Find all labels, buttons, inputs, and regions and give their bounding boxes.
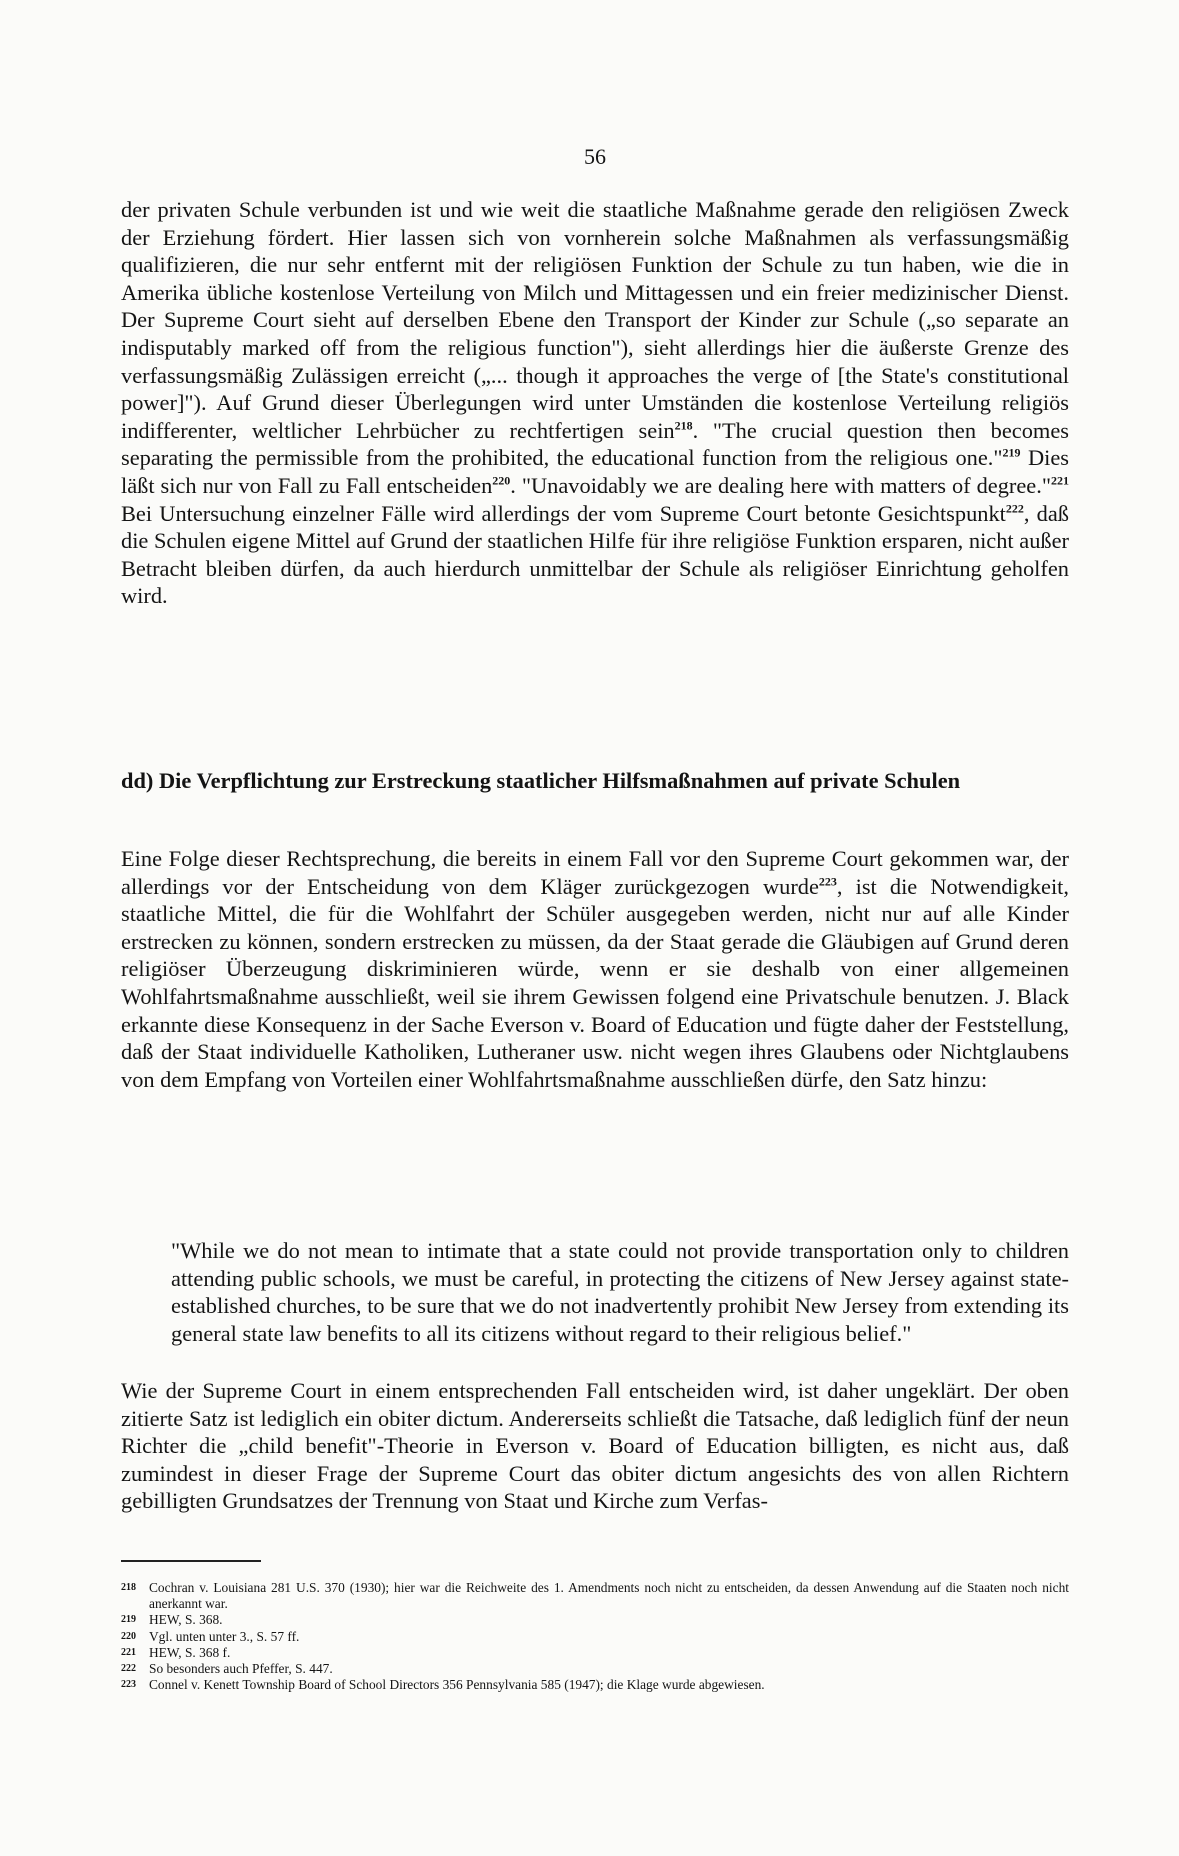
footnotes (121, 1580, 1069, 1693)
footnote: 219 HEW, S. 368. (121, 1612, 223, 1628)
footnote: 221 HEW, S. 368 f. (121, 1644, 231, 1660)
footnote-ref-223[interactable]: 223 (818, 874, 837, 889)
footnote: 222 So besonders auch Pfeffer, S. 447. (121, 1661, 333, 1677)
footnote: 223 Connel v. Kenett Township Board of School Directors 356 Pennsylvania 585 (1947); die Klage wurde abgewiesen. (121, 1677, 765, 1693)
footnote: 220 Vgl. unten unter 3., S. 57 ff. (121, 1628, 300, 1644)
footnote-ref-221[interactable]: 221 (1050, 473, 1069, 488)
section-heading: dd) Die Verpflichtung zur Erstreckung staatlicher Hilfsmaßnahmen auf private Schulen (121, 768, 961, 793)
footnote-divider (121, 1560, 261, 1562)
footnote-ref-222[interactable]: 222 (1005, 501, 1024, 516)
block-quote: "While we do not mean to intimate that a state could not provide transportation only to children attending public schools, we must be careful, in protecting the citizens of New Jersey against state-established churches, to be sure that we do not inadvertently prohibit New Jersey from extending its general state law benefits to all its citizens without regard to their religious belief." (171, 1238, 1069, 1346)
footnote-ref-220[interactable]: 220 (492, 473, 511, 488)
paragraph-1: der privaten Schule verbunden ist und wie weit die staatliche Maßnahme gerade den religiösen Zweck der Erziehung fördert. Hier lassen sich von vornherein solche Maßnahmen als verfassungsmäßig qualifizieren, die nur sehr entfernt mit der religiösen Funktion der Schule zu tun haben, wie die in Amerika übliche kostenlose Verteilung von Milch und Mittagessen und ein freier medizinischer Dienst. Der Supreme Court sieht auf derselben Ebene den Transport der Kinder zur Schule („so separate an indisputably marked off from the religious function"), sieht allerdings hier die äußerste Grenze des verfassungsmäßig Zulässigen erreicht („... though it approaches the verge of [the State's constitutional power]"). Auf Grund dieser Überlegungen wird unter Umständen die kostenlose Verteilung religiös indifferenter, weltlicher Lehrbücher zu rechtfertigen sein$^{218}$. "The crucial question then becomes separating the permissible from the prohibited, the educational function from the religious one."$^{219}$ Dies läßt sich nur von Fall zu Fall entscheiden$^{220}$. "Unavoidably we are dealing here with matters of degree."$^{221}$ Bei Untersuchung einzelner Fälle wird allerdings der vom Supreme Court betonte Gesichtspunkt$^{222}$, daß die Schulen eigene Mittel auf Grund der staatlichen Hilfe für ihre religiöse Funktion ersparen, nicht außer Betracht bleiben dürfen, da auch hierdurch unmittelbar der Schule als religiöser Einrichtung geholfen wird. (121, 197, 1070, 609)
footnote-ref-219[interactable]: 219 (1002, 445, 1021, 460)
paragraph-2: Eine Folge dieser Rechtsprechung, die bereits in einem Fall vor den Supreme Court gekommen war, der allerdings vor der Entscheidung von dem Kläger zurückgezogen wurde$^{223}$, ist die Notwendigkeit, staatliche Mittel, die für die Wohlfahrt der Schüler ausgegeben werden, nicht nur auf alle Kinder erstrecken zu können, sondern erstrecken zu müssen, da der Staat gerade die Gläubigen auf Grund deren religiöser Überzeugung diskriminieren würde, wenn er sie deshalb von einer allgemeinen Wohlfahrtsmaßnahme ausschließt, weil sie ihrem Gewissen folgend eine Privatschule benutzen. J. Black erkannte diese Konsequenz in der Sache Everson v. Board of Education und fügte daher der Feststellung, daß der Staat individuelle Katholiken, Lutheraner usw. nicht wegen ihres Glaubens oder Nichtglaubens von dem Empfang von Vorteilen einer Wohlfahrtsmaßnahme ausschließen dürfe, den Satz hinzu: (121, 846, 1069, 1092)
paragraph-3: Wie der Supreme Court in einem entsprechenden Fall entscheiden wird, ist daher ungeklärt. Der oben zitierte Satz ist lediglich ein obiter dictum. Andererseits schließt die Tatsache, daß lediglich fünf der neun Richter die „child benefit"-Theorie in Everson v. Board of Education billigten, es nicht aus, daß zumindest in dieser Frage der Supreme Court das obiter dictum angesichts des von allen Richtern gebilligten Grundsatzes der Trennung von Staat und Kirche zum Verfas- (121, 1378, 1069, 1514)
footnote: 218 Cochran v. Louisiana 281 U.S. 370 (1930); hier war die Reichweite des 1. Amendments noch nicht zu entscheiden, da dessen Anwendung auf die Staaten noch nicht anerkannt war. (121, 1580, 1069, 1612)
page-number: 56 (584, 144, 606, 169)
footnote-ref-218[interactable]: 218 (674, 418, 693, 433)
